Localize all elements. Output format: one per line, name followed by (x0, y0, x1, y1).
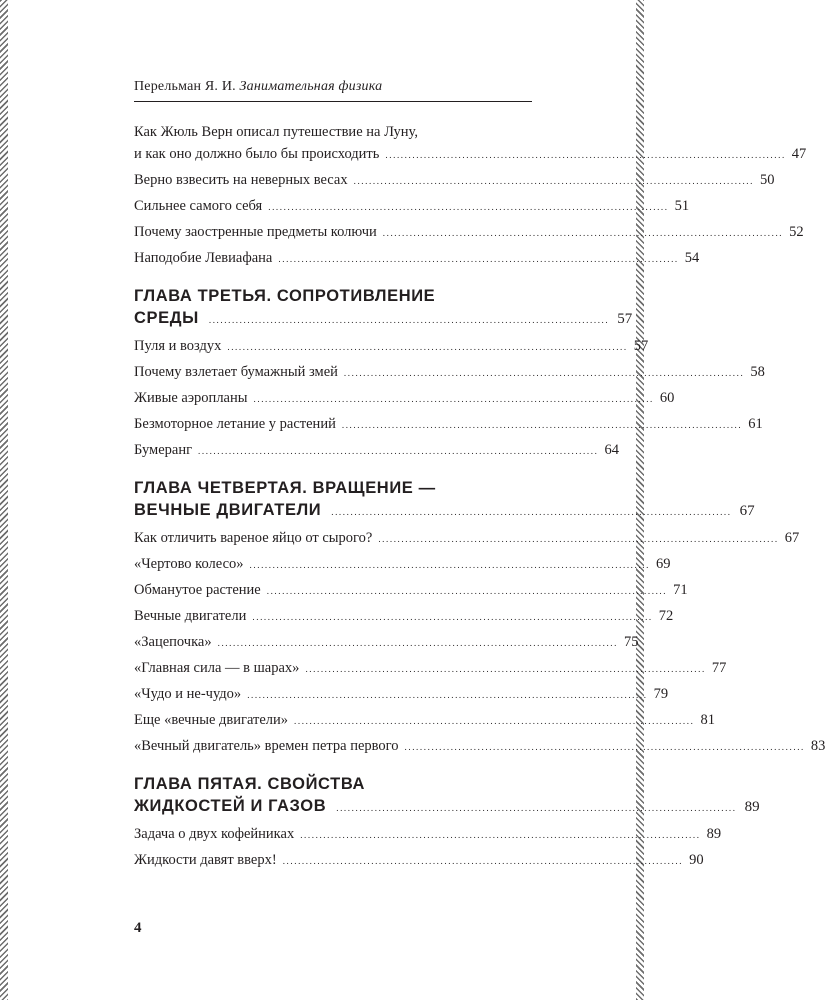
toc-entry (134, 437, 619, 463)
toc-entry (134, 629, 639, 655)
dot-leader: ........................................................................................................ (278, 254, 679, 264)
toc-entry-page: 67 (784, 530, 800, 546)
toc-entry-title: «Чудо и не-чудо» (134, 686, 242, 702)
toc-entry-page: 47 (791, 146, 807, 162)
dot-leader: ........................................................................................................ (305, 664, 706, 674)
toc-entry-title-line1: Как Жюль Верн описал путешествие на Луну, (134, 124, 418, 140)
chapter-page: 89 (744, 799, 760, 815)
toc-entry (134, 411, 763, 437)
toc-entry (134, 603, 674, 629)
toc-entry-page: 50 (760, 172, 775, 188)
toc-entry-title: Бумеранг (134, 442, 193, 458)
chapter-heading-line1: ГЛАВА ЧЕТВЕРТАЯ. ВРАЩЕНИЕ — (134, 479, 436, 497)
toc-entry-title: Обманутое растение (134, 582, 261, 598)
running-head-title: Занимательная физика (239, 79, 383, 94)
dot-leader: ........................................................................................................ (252, 612, 653, 622)
toc-entry-page: 64 (604, 442, 619, 458)
chapter-heading-line2: ЖИДКОСТЕЙ И ГАЗОВ (134, 797, 327, 815)
dot-leader: ........................................................................................................ (331, 507, 732, 517)
dot-leader: ........................................................................................................ (217, 638, 618, 648)
toc-entry (134, 193, 690, 219)
toc-entry (134, 525, 800, 551)
toc-entry (134, 333, 649, 359)
toc-entry-title: «Зацепочка» (134, 634, 212, 650)
dot-leader: ........................................................................................................ (300, 830, 701, 840)
toc-entry-page: 58 (750, 364, 765, 380)
left-border-ornament (0, 0, 8, 1000)
toc-entry (134, 551, 671, 577)
toc-entry-title: Безмоторное летание у растений (134, 416, 336, 432)
toc-entry-title: Еще «вечные двигатели» (134, 712, 289, 728)
toc-entry-page: 71 (673, 582, 688, 598)
page-number: 4 (134, 920, 142, 936)
toc-entry (134, 167, 775, 193)
toc-entry (134, 655, 727, 681)
toc-entry (134, 577, 688, 603)
toc-entry (134, 733, 825, 759)
toc-entry-page: 89 (706, 826, 722, 842)
toc-entry-title: Почему заостренные предметы колючи (134, 224, 377, 240)
toc-entry-title: «Вечный двигатель» времен петра первого (134, 738, 399, 754)
dot-leader: ........................................................................................................ (253, 394, 654, 404)
dot-leader: ........................................................................................................ (404, 742, 805, 752)
dot-leader: ........................................................................................................ (198, 446, 599, 456)
dot-leader: ........................................................................................................ (336, 803, 737, 813)
dot-leader: ........................................................................................................ (208, 315, 610, 325)
dot-leader: ........................................................................................................ (343, 368, 745, 378)
toc-entry-title: Наподобие Левиафана (134, 250, 273, 266)
dot-leader: ........................................................................................................ (378, 534, 779, 544)
dot-leader: ........................................................................................................ (353, 176, 754, 186)
toc-entry-title: Задача о двух кофейниках (134, 826, 295, 842)
toc-entry (134, 385, 675, 411)
chapter-page: 67 (739, 503, 755, 519)
chapter-heading (134, 477, 755, 525)
toc-entry-title: «Чертово колесо» (134, 556, 244, 572)
table-of-contents (134, 121, 825, 873)
toc-entry (134, 245, 700, 271)
toc-entry-title: Почему взлетает бумажный змей (134, 364, 338, 380)
toc-entry-page: 61 (748, 416, 763, 432)
dot-leader: ........................................................................................................ (249, 560, 650, 570)
dot-leader: ........................................................................................................ (385, 150, 786, 160)
running-head (134, 79, 532, 95)
chapter-heading (134, 773, 760, 821)
toc-entry-page: 54 (684, 250, 700, 266)
toc-entry (134, 219, 804, 245)
header-rule (134, 101, 532, 102)
toc-entry-page: 77 (711, 660, 727, 676)
toc-entry-page: 57 (633, 338, 649, 354)
chapter-heading-line2: ВЕЧНЫЕ ДВИГАТЕЛИ (134, 501, 322, 519)
toc-entry (134, 821, 722, 847)
toc-entry-title: Живые аэропланы (134, 390, 248, 406)
toc-entry (134, 707, 715, 733)
toc-entry-page: 81 (700, 712, 715, 728)
toc-entry-page: 79 (653, 686, 669, 702)
toc-entry-title-line2: и как оно должно было бы происходить (134, 146, 380, 162)
toc-entry-page: 51 (674, 198, 690, 214)
toc-entry-title: Сильнее самого себя (134, 198, 263, 214)
toc-entry-page: 75 (624, 634, 639, 650)
chapter-heading-line2: СРЕДЫ (134, 309, 199, 327)
toc-entry-title: Как отличить вареное яйцо от сырого? (134, 530, 373, 546)
toc-entry (134, 121, 807, 167)
toc-entry-title: Вечные двигатели (134, 608, 247, 624)
toc-entry-title: «Главная сила — в шарах» (134, 660, 300, 676)
dot-leader: ........................................................................................................ (268, 202, 669, 212)
chapter-page: 57 (617, 311, 633, 327)
dot-leader: ........................................................................................................ (247, 690, 648, 700)
toc-entry-page: 52 (789, 224, 804, 240)
toc-entry (134, 681, 669, 707)
dot-leader: ........................................................................................................ (227, 342, 628, 352)
toc-entry-page: 83 (810, 738, 825, 754)
dot-leader: ........................................................................................................ (294, 716, 695, 726)
toc-entry-page: 90 (689, 852, 704, 868)
chapter-heading (134, 285, 633, 333)
dot-leader: ........................................................................................................ (382, 228, 784, 238)
dot-leader: ........................................................................................................ (341, 420, 743, 430)
toc-entry (134, 847, 704, 873)
toc-entry-page: 60 (659, 390, 675, 406)
toc-entry-title: Пуля и воздух (134, 338, 222, 354)
toc-entry (134, 359, 765, 385)
toc-entry-title: Жидкости давят вверх! (134, 852, 277, 868)
chapter-heading-line1: ГЛАВА ТРЕТЬЯ. СОПРОТИВЛЕНИЕ (134, 287, 436, 305)
dot-leader: ........................................................................................................ (266, 586, 668, 596)
toc-entry-title: Верно взвесить на неверных весах (134, 172, 348, 188)
running-head-author: Перельман Я. И. (134, 79, 236, 94)
chapter-heading-line1: ГЛАВА ПЯТАЯ. СВОЙСТВА (134, 775, 366, 793)
dot-leader: ........................................................................................................ (282, 856, 684, 866)
toc-entry-page: 72 (658, 608, 674, 624)
toc-entry-page: 69 (655, 556, 671, 572)
